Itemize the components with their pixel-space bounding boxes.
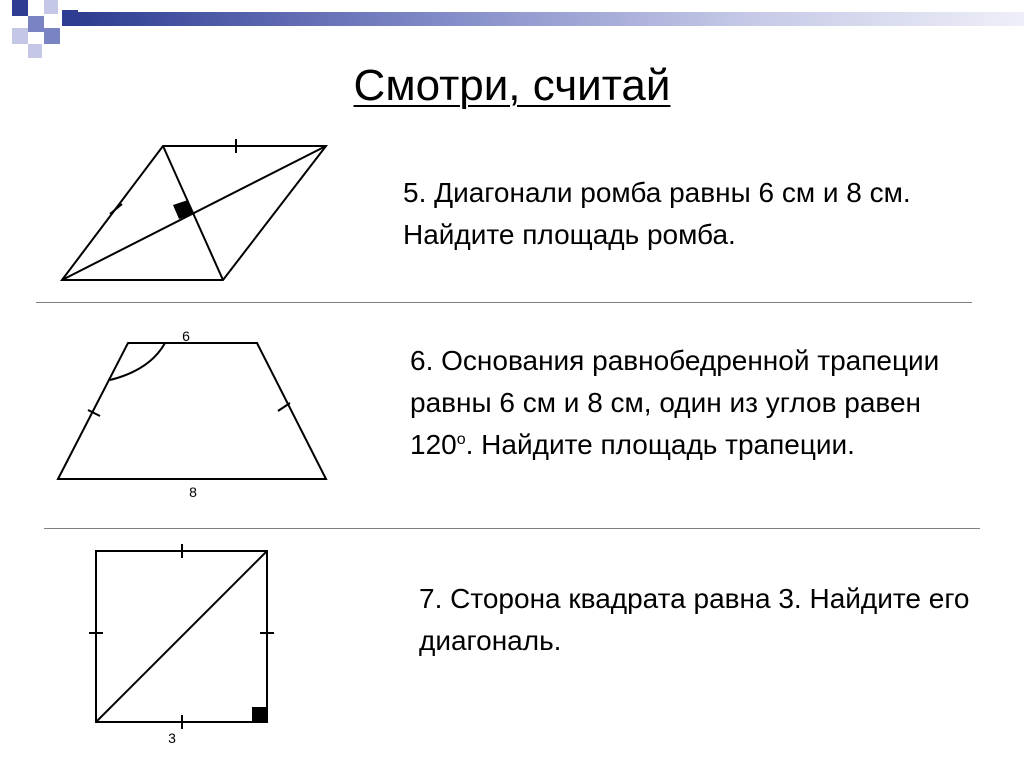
divider: [36, 302, 972, 303]
deco-square: [44, 0, 58, 14]
degree-sign: о: [456, 431, 466, 448]
deco-square: [12, 28, 28, 44]
angle-arc: [110, 343, 165, 380]
square-diagonal: [96, 551, 267, 722]
trapezoid-outline: [58, 343, 326, 479]
task-6-text-part: 6. Основания равнобедренной трапеции равны 6 см и 8 см, один из углов равен 120: [410, 345, 940, 460]
side-label: 3: [168, 730, 176, 746]
task-7-text: 7. Сторона квадрата равна 3. Найдите его диагональ.: [419, 583, 970, 656]
divider: [44, 528, 980, 529]
square-outline: [96, 551, 267, 722]
rhombus-short-diagonal: [163, 146, 223, 280]
slide-title: Смотри, считай: [353, 61, 671, 110]
deco-square: [28, 16, 44, 32]
right-angle-mark: [252, 707, 267, 722]
equal-side-tick: [278, 403, 290, 411]
task-6-text: [410, 340, 990, 466]
rhombus-long-diagonal: [62, 146, 326, 280]
top-base-label: 6: [182, 328, 190, 344]
task-5-text: 5. Диагонали ромба равны 6 см и 8 см. Найдите площадь ромба.: [403, 177, 911, 250]
deco-square: [44, 28, 60, 44]
deco-square: [62, 10, 78, 26]
right-angle-mark: [173, 200, 194, 219]
equal-side-tick: [110, 204, 122, 214]
header-gradient-bar: [78, 12, 1024, 26]
task-6-text-part: . Найдите площадь трапеции.: [465, 429, 855, 460]
equal-side-tick: [88, 410, 100, 416]
deco-square: [12, 0, 28, 16]
bottom-base-label: 8: [189, 484, 197, 500]
rhombus-outline: [62, 146, 326, 280]
